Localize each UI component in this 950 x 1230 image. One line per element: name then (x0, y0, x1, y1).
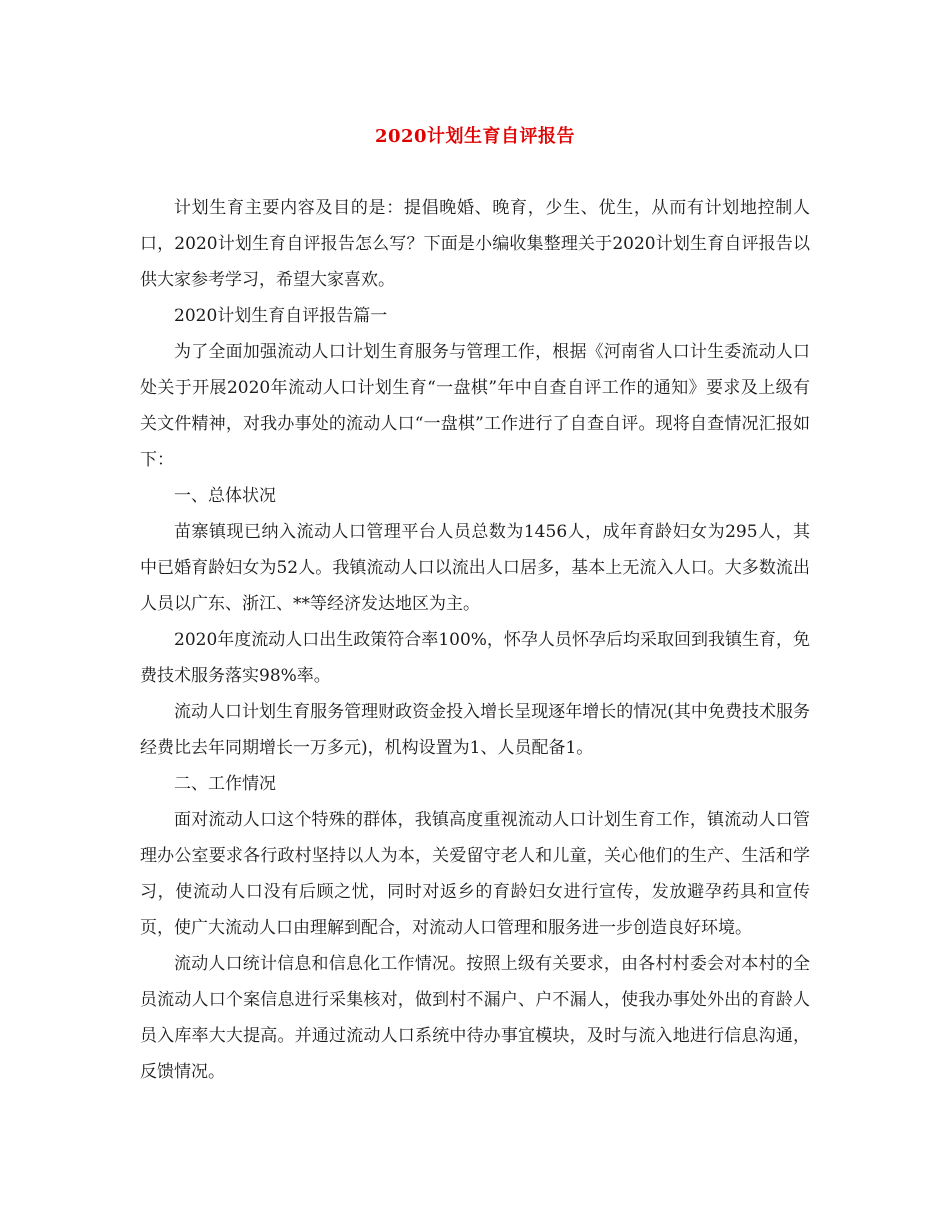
paragraph-intro: 计划生育主要内容及目的是：提倡晚婚、晚育，少生、优生，从而有计划地控制人口，2020计划生育自评报告怎么写？下面是小编收集整理关于2020计划生育自评报告以供大家参考学习，希望大家喜欢。 (140, 198, 810, 290)
paragraph-policy-rate: 2020年度流动人口出生政策符合率100%，怀孕人员怀孕后均采取回到我镇生育，免费技术服务落实98%率。 (140, 630, 810, 686)
document-body (140, 190, 810, 1090)
paragraph-section-title: 2020计划生育自评报告篇一 (174, 306, 388, 326)
paragraph-background: 为了全面加强流动人口计划生育服务与管理工作，根据《河南省人口计生委流动人口处关于开展2020年流动人口计划生育“一盘棋”年中自查自评工作的通知》要求及上级有关文件精神，对我办事处的流动人口“一盘棋”工作进行了自查自评。现将自查情况汇报如下： (140, 342, 810, 470)
paragraph-work-description: 面对流动人口这个特殊的群体，我镇高度重视流动人口计划生育工作，镇流动人口管理办公室要求各行政村坚持以人为本，关爱留守老人和儿童，关心他们的生产、生活和学习，使流动人口没有后顾之忧，同时对返乡的育龄妇女进行宣传，发放避孕药具和宣传页，使广大流动人口由理解到配合，对流动人口管理和服务进一步创造良好环境。 (140, 810, 810, 938)
paragraph-funding: 流动人口计划生育服务管理财政资金投入增长呈现逐年增长的情况(其中免费技术服务经费比去年同期增长一万多元)，机构设置为1、人员配备1。 (140, 702, 810, 758)
document-title: 2020计划生育自评报告 (374, 126, 576, 147)
heading-work-status: 二、工作情况 (174, 774, 276, 794)
paragraph-population: 苗寨镇现已纳入流动人口管理平台人员总数为1456人，成年育龄妇女为295人，其中已婚育龄妇女为52人。我镇流动人口以流出人口居多，基本上无流入人口。大多数流出人员以广东、浙江、**等经济发达地区为主。 (140, 522, 810, 614)
heading-overall-status: 一、总体状况 (174, 486, 276, 506)
paragraph-statistics: 流动人口统计信息和信息化工作情况。按照上级有关要求，由各村村委会对本村的全员流动人口个案信息进行采集核对，做到村不漏户、户不漏人，使我办事处外出的育龄人员入库率大大提高。并通过流动人口系统中待办事宜模块，及时与流入地进行信息沟通，反馈情况。 (140, 954, 810, 1082)
